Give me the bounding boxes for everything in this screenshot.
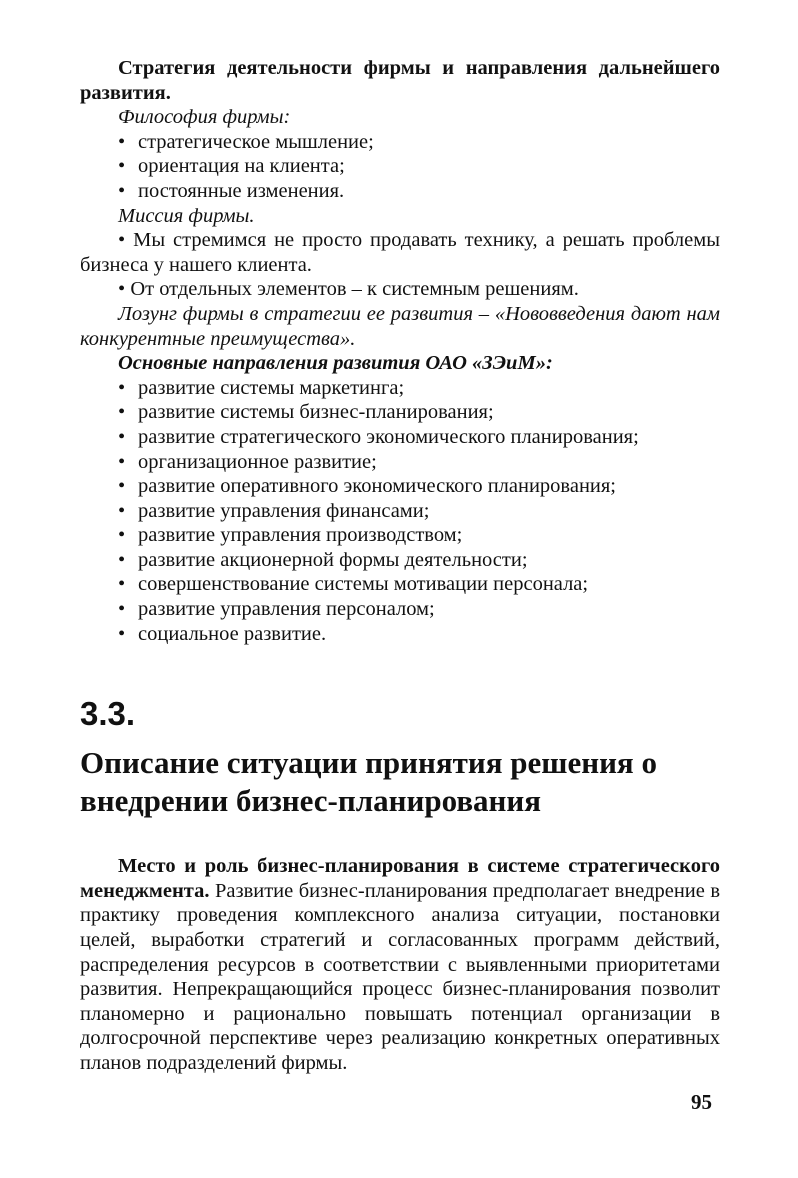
bullet-icon: • xyxy=(118,278,126,301)
page-number: 95 xyxy=(691,1090,712,1114)
list-item: • социальное развитие. xyxy=(118,622,327,645)
directions-list xyxy=(80,376,720,647)
list-item: • развитие системы бизнес-планирования; xyxy=(118,401,494,424)
bullet-icon: • xyxy=(118,155,126,178)
bullet-icon: • xyxy=(118,499,126,522)
bullet-icon: • xyxy=(118,475,126,498)
list-item: • развитие управления финансами; xyxy=(118,499,430,522)
list-item: • развитие оперативного экономического планирования; xyxy=(118,475,617,498)
bullet-icon: • xyxy=(118,401,126,424)
philosophy-list xyxy=(80,130,720,204)
page-content xyxy=(80,56,720,1076)
list-item: • совершенствование системы мотивации персонала; xyxy=(118,573,589,596)
bullet-icon: • xyxy=(118,622,126,645)
bullet-icon: • xyxy=(118,598,126,621)
paragraph-text: Развитие бизнес-планирования предполагает внедрение в практику проведения комплексного анализа ситуации, постановки целей, выработки стратегий и согласованных программ действий, распределения ресурсов в соответствии с выявленными приоритетами развития. Непрекращающийся процесс бизнес-планирования позволит планомерно и рационально повышать потенциал организации в долгосрочной перспективе через реализацию конкретных оперативных планов подразделений фирмы. xyxy=(80,879,720,1074)
list-item: • развитие управления персоналом; xyxy=(118,598,435,621)
bullet-icon: • xyxy=(118,425,126,448)
section-number: 3.3. xyxy=(80,695,136,733)
bullet-icon: • xyxy=(118,376,126,399)
bullet-icon: • xyxy=(118,179,126,202)
slogan: Лозунг фирмы в стратегии ее развития – «Нововведения дают нам конкурентные преимущества». xyxy=(80,302,720,350)
bullet-icon: • xyxy=(118,229,126,252)
list-item: • стратегическое мышление; xyxy=(118,130,374,153)
list-item: • ориентация на клиента; xyxy=(118,155,345,178)
list-item: • развитие управления производством; xyxy=(118,524,463,547)
directions-label: Основные направления развития ОАО «ЗЭиМ»: xyxy=(118,352,553,375)
mission-item: • Мы стремимся не просто продавать технику, а решать проблемы бизнеса у нашего клиента. xyxy=(80,229,721,276)
bullet-icon: • xyxy=(118,450,126,473)
section-title: Описание ситуации принятия решения о внедрении бизнес-планирования xyxy=(80,745,657,819)
bullet-icon: • xyxy=(118,548,126,571)
list-item: • развитие системы маркетинга; xyxy=(118,376,405,399)
paragraph-lead: Место и роль бизнес-планирования в системе стратегического менеджмента. xyxy=(80,855,720,902)
list-item: • организационное развитие; xyxy=(118,450,377,473)
mission-label: Миссия фирмы. xyxy=(118,204,255,227)
bullet-icon: • xyxy=(118,130,126,153)
bullet-icon: • xyxy=(118,524,126,547)
list-item: • постоянные изменения. xyxy=(118,179,345,202)
strategy-heading: Стратегия деятельности фирмы и направления дальнейшего развития. xyxy=(80,57,720,104)
bullet-icon: • xyxy=(118,573,126,596)
mission-item: • От отдельных элементов – к системным решениям. xyxy=(118,278,579,301)
list-item: • развитие акционерной формы деятельности; xyxy=(118,548,528,571)
philosophy-label: Философия фирмы: xyxy=(118,106,291,129)
list-item: • развитие стратегического экономического планирования; xyxy=(118,425,639,448)
body-paragraph xyxy=(80,854,720,1075)
